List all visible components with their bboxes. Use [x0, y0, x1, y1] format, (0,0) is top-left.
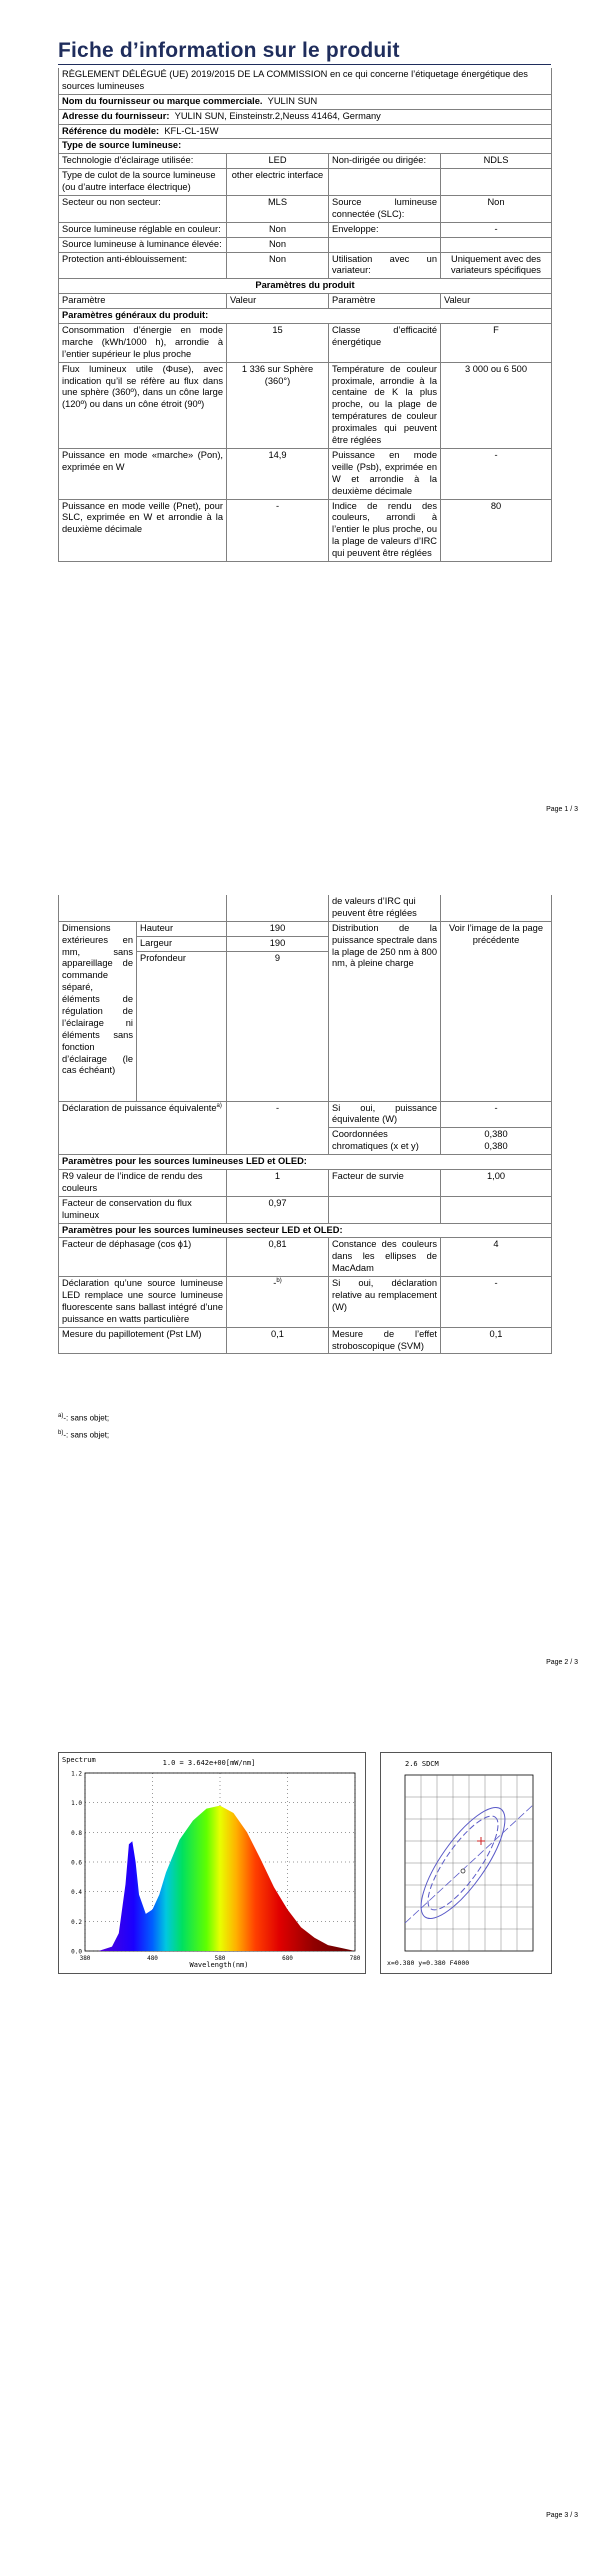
- table-row: [59, 1170, 552, 1197]
- led-params-heading: Paramètres pour les sources lumineuses LED et OLED:: [59, 1155, 552, 1170]
- macadam-value: 4: [441, 1238, 552, 1277]
- svm-value: 0,1: [441, 1327, 552, 1354]
- supplier-address-row: [59, 109, 552, 124]
- sdcm-label: 2.6 SDCM: [405, 1760, 439, 1768]
- width-label: Largeur: [137, 936, 227, 951]
- height-label: Hauteur: [137, 921, 227, 936]
- param-label: Source lumineuse à luminance élevée:: [59, 237, 227, 252]
- chromaticity-readout: x=0.380 y=0.380 F4000: [387, 1959, 470, 1967]
- spectrum-chart: [58, 1752, 366, 1974]
- table-row: [59, 1238, 552, 1277]
- param-label: Type de culot de la source lumineuse (ou d’autre interface électrique): [59, 169, 227, 196]
- replace-w-value: -: [441, 1277, 552, 1328]
- param-value: Uniquement avec des variateurs spécifiques: [441, 252, 552, 279]
- x-tick-label: 480: [147, 1955, 158, 1962]
- y-tick-label: 1.2: [71, 1770, 82, 1778]
- footnote-ref: b): [276, 1278, 282, 1285]
- param-value: 80: [441, 499, 552, 561]
- param-label: Consommation d’énergie en mode marche (kWh/1000 h), arrondie à l’entier supérieur le plus proche: [59, 324, 227, 363]
- param-label: Enveloppe:: [329, 222, 441, 237]
- regulation-row: [59, 68, 552, 94]
- param-value: 14,9: [227, 448, 329, 499]
- y-tick-label: 0.0: [71, 1948, 82, 1956]
- flux-label: Facteur de conservation du flux lumineux: [59, 1196, 227, 1223]
- spd-value: Voir l’image de la page précédente: [441, 921, 552, 1101]
- product-params-heading: Paramètres du produit: [59, 279, 552, 294]
- spd-label: Distribution de la puissance spectrale dans la plage de 250 nm à 800 nm, à pleine charge: [329, 921, 441, 1101]
- page-number: Page 1 / 3: [546, 806, 578, 813]
- table-row: [59, 222, 552, 237]
- chromaticity-grid: [405, 1775, 533, 1951]
- x-tick-label: 580: [214, 1955, 226, 1962]
- param-value: [441, 169, 552, 196]
- x-axis-label: Wavelength(nm): [189, 1961, 249, 1969]
- param-label: Protection anti-éblouissement:: [59, 252, 227, 279]
- param-value: Non: [227, 237, 329, 252]
- height-value: 190: [227, 921, 329, 936]
- param-label: Classe d’efficacité énergétique: [329, 324, 441, 363]
- equiv-value: -: [227, 1101, 329, 1155]
- page-1: [0, 0, 603, 853]
- phase-label: Facteur de déphasage (cos ϕ1): [59, 1238, 227, 1277]
- chroma-y-value: 0,380: [484, 1141, 508, 1152]
- source-type-heading-row: [59, 139, 552, 154]
- param-label: Utilisation avec un variateur:: [329, 252, 441, 279]
- param-label: Secteur ou non secteur:: [59, 196, 227, 223]
- source-type-heading: Type de source lumineuse:: [59, 139, 552, 154]
- replace-value: -: [273, 1278, 277, 1289]
- survival-label: Facteur de survie: [329, 1170, 441, 1197]
- param-label: Température de couleur proximale, arrondie à la centaine de K la plus proche, ou la plage de températures de couleur proximales qui peuvent être réglées: [329, 362, 441, 448]
- equiv-power-label: Si oui, puissance équivalente (W): [329, 1101, 441, 1128]
- param-label: Puissance en mode «marche» (Pon), exprimée en W: [59, 448, 227, 499]
- flux-value: 0,97: [227, 1196, 329, 1223]
- led-heading-row: [59, 1155, 552, 1170]
- table-row: [59, 324, 552, 363]
- supplier-name-row: [59, 94, 552, 109]
- table-row: [59, 1327, 552, 1354]
- param-value: NDLS: [441, 154, 552, 169]
- table-row: [59, 237, 552, 252]
- supplier-address-label: Adresse du fournisseur:: [62, 110, 170, 121]
- param-value: LED: [227, 154, 329, 169]
- model-row: [59, 124, 552, 139]
- table-row: [59, 252, 552, 279]
- footnote-text: -: sans objet;: [63, 1413, 110, 1423]
- footnote-ref: a): [216, 1102, 222, 1109]
- param-label: Technologie d’éclairage utilisée:: [59, 154, 227, 169]
- param-value: MLS: [227, 196, 329, 223]
- spectrum-plot: [59, 1753, 365, 1973]
- table-row: [59, 169, 552, 196]
- page-3: [0, 1706, 603, 2559]
- mains-heading-row: [59, 1223, 552, 1238]
- param-value: 1 336 sur Sphère (360°): [227, 362, 329, 448]
- column-header-row: [59, 294, 552, 309]
- param-label: [329, 237, 441, 252]
- pst-label: Mesure du papillotement (Pst LM): [59, 1327, 227, 1354]
- x-tick-label: 780: [349, 1955, 361, 1962]
- info-table-2: [58, 895, 552, 1354]
- y-tick-label: 0.8: [71, 1829, 82, 1837]
- param-value: Non: [441, 196, 552, 223]
- footnote-b: [58, 1430, 109, 1441]
- param-value: -: [441, 448, 552, 499]
- r9-value: 1: [227, 1170, 329, 1197]
- center-point: [461, 1869, 465, 1873]
- param-label-continued: de valeurs d’IRC qui peuvent être réglées: [329, 895, 441, 921]
- footnote-mark: a): [58, 1413, 64, 1419]
- page-number: Page 3 / 3: [546, 2512, 578, 2519]
- supplier-address-value: YULIN SUN, Einsteinstr.2,Neuss 41464, Germany: [174, 110, 381, 121]
- param-label: [329, 169, 441, 196]
- depth-label: Profondeur: [137, 951, 227, 1101]
- product-params-heading-row: [59, 279, 552, 294]
- spectrum-area: [85, 1806, 355, 1951]
- table-row: [59, 362, 552, 448]
- model-value: KFL-CL-15W: [164, 125, 219, 136]
- param-label: Source lumineuse connectée (SLC):: [329, 196, 441, 223]
- column-header: Paramètre: [329, 294, 441, 309]
- replace-label: Déclaration qu’une source lumineuse LED remplace une source lumineuse fluorescente sans ballast intégré d’une puissance en watts particulière: [59, 1277, 227, 1328]
- dimensions-label: Dimensions extérieures en mm, sans appareillage de commande séparé, éléments de régulation de l’éclairage ni éléments sans fonction d’éclairage (le cas échéant): [59, 921, 137, 1101]
- footnote-text: -: sans objet;: [63, 1430, 110, 1440]
- param-label: Puissance en mode veille (Pnet), pour SLC, exprimée en W et arrondie à la deuxième décimale: [59, 499, 227, 561]
- chroma-x-value: 0,380: [484, 1129, 508, 1140]
- depth-value: 9: [227, 951, 329, 1101]
- info-table-1: [58, 68, 552, 562]
- x-tick-label: 680: [282, 1955, 293, 1962]
- table-row: [59, 1277, 552, 1328]
- r9-label: R9 valeur de l’indice de rendu des couleurs: [59, 1170, 227, 1197]
- param-value: Non: [227, 252, 329, 279]
- table-row: [59, 196, 552, 223]
- table-row: [59, 448, 552, 499]
- param-value: 3 000 ou 6 500: [441, 362, 552, 448]
- equiv-label: Déclaration de puissance équivalente: [62, 1102, 217, 1113]
- dimensions-row: [59, 921, 552, 936]
- pst-value: 0,1: [227, 1327, 329, 1354]
- spectrum-label: Spectrum: [62, 1756, 96, 1764]
- param-value: F: [441, 324, 552, 363]
- y-tick-label: 0.2: [71, 1918, 82, 1926]
- y-tick-label: 0.6: [71, 1859, 82, 1867]
- param-label: Indice de rendu des couleurs, arrondi à l’entier le plus proche, ou la plage de valeurs d’IRC qui peuvent être réglées: [329, 499, 441, 561]
- measured-point-marker: [477, 1837, 485, 1845]
- width-value: 190: [227, 936, 329, 951]
- spectrum-header: 1.0 = 3.642e+00[mW/nm]: [162, 1759, 256, 1767]
- page-number: Page 2 / 3: [546, 1659, 578, 1666]
- param-label: Puissance en mode veille (Psb), exprimée en W et arrondie à la deuxième décimale: [329, 448, 441, 499]
- y-tick-label: 1.0: [71, 1800, 82, 1808]
- page-title: Fiche d’information sur le produit: [58, 39, 400, 62]
- page-2: [0, 853, 603, 1706]
- column-header: Valeur: [227, 294, 329, 309]
- param-label: Flux lumineux utile (Φuse), avec indication qu’il se réfère au flux dans une sphère (360º), dans un cône large (120º) ou dans un cône étroit (90º): [59, 362, 227, 448]
- footnote-a: [58, 1413, 109, 1424]
- chroma-label: Coordonnées chromatiques (x et y): [329, 1128, 441, 1155]
- param-label: Source lumineuse réglable en couleur:: [59, 222, 227, 237]
- table-row: [59, 1101, 552, 1128]
- supplier-name-label: Nom du fournisseur ou marque commerciale.: [62, 95, 263, 106]
- chromaticity-chart: [380, 1752, 552, 1974]
- general-heading-row: [59, 309, 552, 324]
- model-label: Référence du modèle:: [62, 125, 160, 136]
- table-row: [59, 1196, 552, 1223]
- param-value: -: [441, 222, 552, 237]
- table-row: [59, 499, 552, 561]
- general-params-heading: Paramètres généraux du produit:: [59, 309, 552, 324]
- macadam-label: Constance des couleurs dans les ellipses de MacAdam: [329, 1238, 441, 1277]
- survival-value: 1,00: [441, 1170, 552, 1197]
- param-value: -: [227, 499, 329, 561]
- equiv-power-value: -: [441, 1101, 552, 1128]
- param-label: Non-dirigée ou dirigée:: [329, 154, 441, 169]
- column-header: Paramètre: [59, 294, 227, 309]
- column-header: Valeur: [441, 294, 552, 309]
- phase-value: 0,81: [227, 1238, 329, 1277]
- param-value: other electric interface: [227, 169, 329, 196]
- title-rule: [58, 64, 551, 65]
- supplier-name-value: YULIN SUN: [267, 95, 318, 106]
- regulation-text: RÈGLEMENT DÉLÉGUÉ (UE) 2019/2015 DE LA COMMISSION en ce qui concerne l’étiquetage énergétique des sources lumineuses: [59, 68, 552, 94]
- y-tick-label: 0.4: [71, 1889, 82, 1897]
- param-value: 15: [227, 324, 329, 363]
- continued-row: [59, 895, 552, 921]
- table-row: [59, 154, 552, 169]
- svm-label: Mesure de l’effet stroboscopique (SVM): [329, 1327, 441, 1354]
- x-tick-label: 380: [79, 1955, 91, 1962]
- chromaticity-plot: [381, 1753, 551, 1973]
- replace-w-label: Si oui, déclaration relative au remplacement (W): [329, 1277, 441, 1328]
- footnote-mark: b): [58, 1430, 64, 1436]
- mains-params-heading: Paramètres pour les sources lumineuses secteur LED et OLED:: [59, 1223, 552, 1238]
- param-value: [441, 237, 552, 252]
- param-value: Non: [227, 222, 329, 237]
